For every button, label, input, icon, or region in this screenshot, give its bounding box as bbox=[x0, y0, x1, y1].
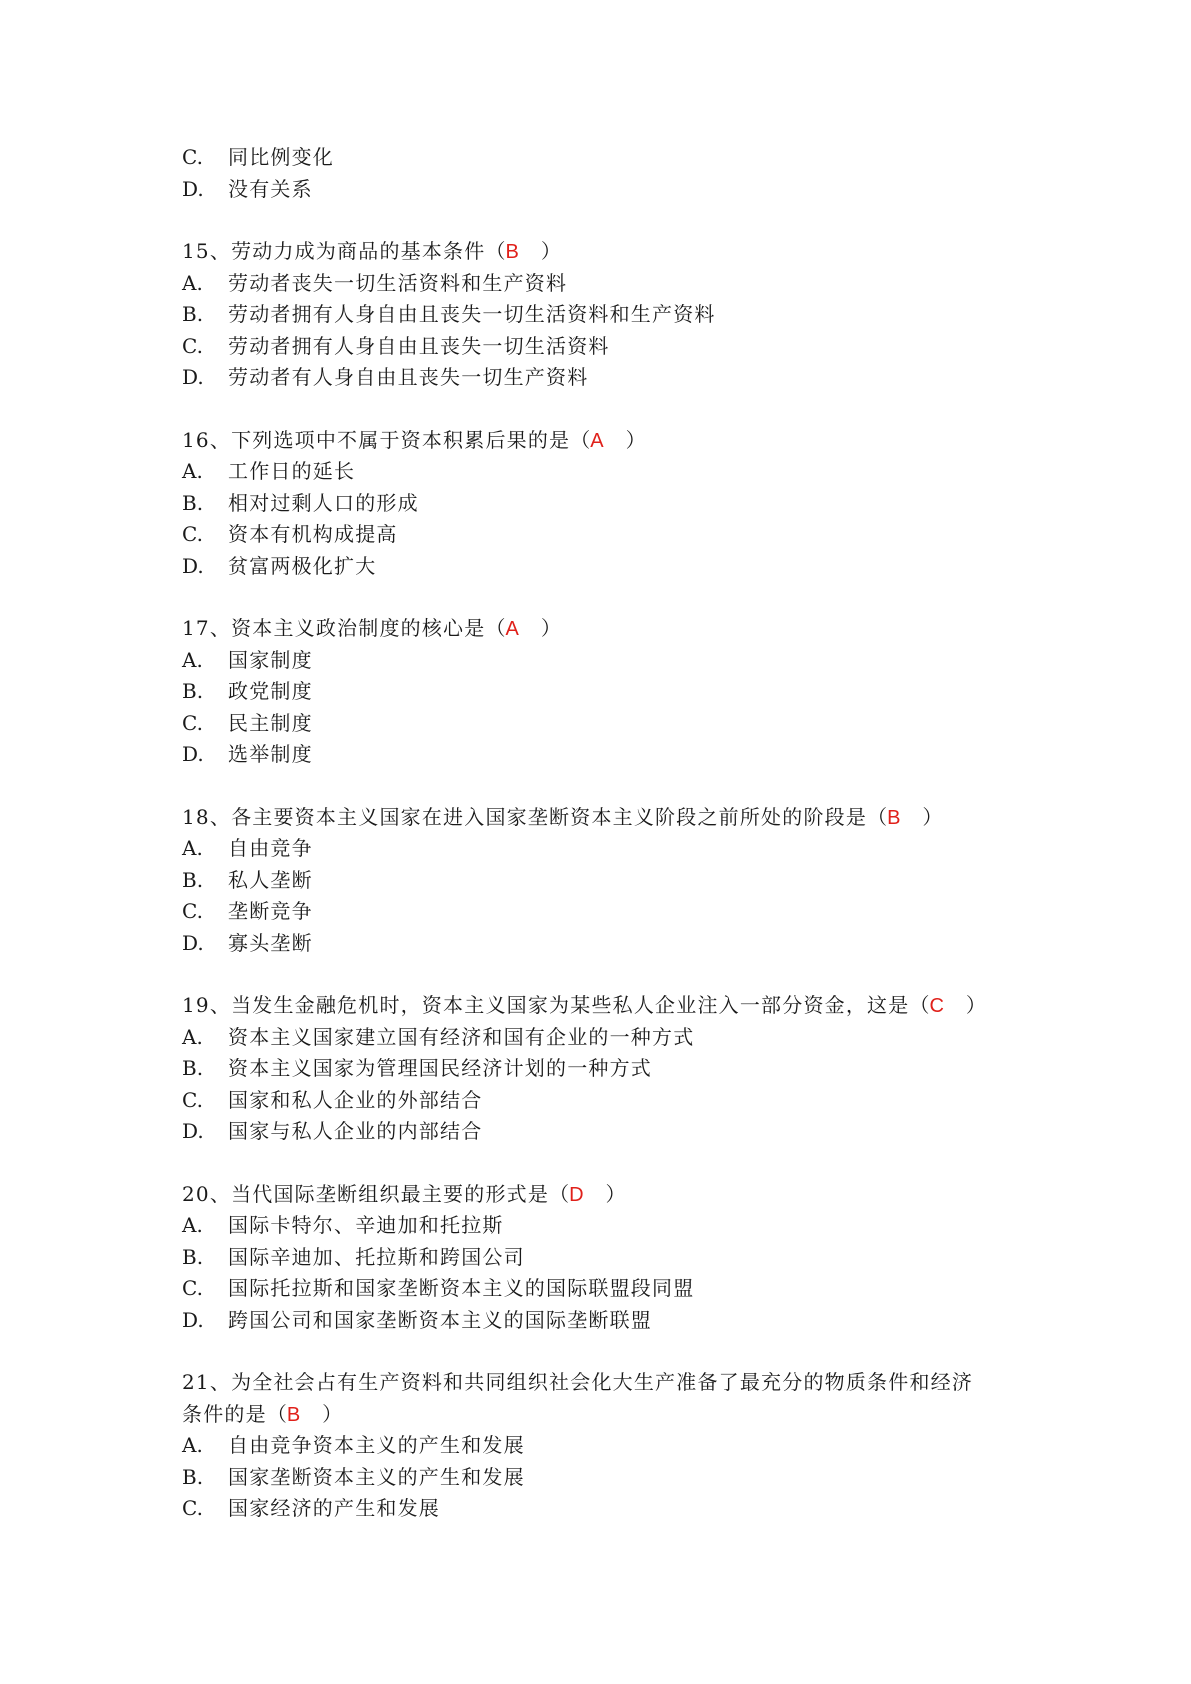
option-line bbox=[182, 1273, 1052, 1305]
option-text: 跨国公司和国家垄断资本主义的国际垄断联盟 bbox=[228, 1307, 652, 1332]
paren-close: ） bbox=[605, 1181, 626, 1206]
question-text: 各主要资本主义国家在进入国家垄断资本主义阶段之前所处的阶段是 bbox=[231, 804, 868, 829]
option-letter: B. bbox=[182, 679, 204, 703]
option-line bbox=[182, 1242, 1052, 1274]
option-text: 垄断竞争 bbox=[228, 899, 313, 923]
option-line bbox=[182, 299, 1052, 331]
paren-open: （ bbox=[549, 1181, 570, 1206]
option-line bbox=[182, 676, 1052, 708]
option-letter: C. bbox=[182, 899, 203, 923]
option-letter: A. bbox=[182, 647, 203, 672]
question-text: 下列选项中不属于资本积累后果的是 bbox=[231, 427, 571, 452]
option-letter: B. bbox=[182, 302, 204, 326]
option-line bbox=[182, 1430, 1052, 1462]
paren-open: （ bbox=[485, 239, 506, 263]
document-content bbox=[182, 142, 1052, 1525]
option-text: 选举制度 bbox=[228, 742, 313, 766]
option-letter: D. bbox=[182, 1307, 204, 1332]
option-line bbox=[182, 551, 1052, 583]
option-letter: B. bbox=[182, 867, 204, 892]
option-line bbox=[182, 833, 1052, 865]
option-text: 国家垄断资本主义的产生和发展 bbox=[228, 1464, 525, 1489]
option-letter: C. bbox=[182, 1276, 203, 1300]
option-letter: C. bbox=[182, 333, 203, 358]
option-line bbox=[182, 1053, 1052, 1085]
question-21 bbox=[182, 1367, 1052, 1525]
question-text: 劳动力成为商品的基本条件 bbox=[231, 239, 486, 263]
option-text: 自由竞争资本主义的产生和发展 bbox=[228, 1433, 525, 1457]
paren-close: ） bbox=[625, 427, 646, 452]
paren-close: ） bbox=[540, 616, 561, 640]
paren-open: （ bbox=[867, 804, 888, 829]
option-letter: C. bbox=[182, 1087, 203, 1112]
option-letter: D. bbox=[182, 742, 204, 766]
question-text: 为全社会占有生产资料和共同组织社会化大生产准备了最充分的物质条件和经济 bbox=[231, 1370, 974, 1394]
question-number: 18、 bbox=[182, 804, 232, 829]
question-20 bbox=[182, 1179, 1052, 1337]
option-letter: A. bbox=[182, 836, 203, 860]
option-text: 没有关系 bbox=[228, 176, 313, 201]
option-text: 民主制度 bbox=[228, 710, 313, 735]
option-text: 劳动者拥有人身自由且丧失一切生活资料和生产资料 bbox=[228, 302, 716, 326]
option-line bbox=[182, 708, 1052, 740]
option-text: 劳动者丧失一切生活资料和生产资料 bbox=[228, 270, 568, 295]
option-letter: C. bbox=[182, 145, 203, 169]
option-text: 国家和私人企业的外部结合 bbox=[228, 1087, 483, 1112]
option-letter: A. bbox=[182, 270, 203, 295]
option-line bbox=[182, 456, 1052, 488]
question-19 bbox=[182, 990, 1052, 1148]
paren-open: （ bbox=[485, 616, 506, 640]
option-text: 同比例变化 bbox=[228, 145, 334, 169]
option-line bbox=[182, 1493, 1052, 1525]
option-line bbox=[182, 1022, 1052, 1054]
option-letter: D. bbox=[182, 1119, 204, 1143]
option-text: 贫富两极化扩大 bbox=[228, 553, 377, 578]
question-15 bbox=[182, 236, 1052, 394]
option-line bbox=[182, 1305, 1052, 1337]
option-line bbox=[182, 488, 1052, 520]
option-line bbox=[182, 739, 1052, 771]
option-letter: D. bbox=[182, 176, 204, 201]
answer-mark: C bbox=[929, 995, 944, 1017]
option-letter: A. bbox=[182, 1433, 203, 1457]
option-letter: C. bbox=[182, 1496, 203, 1520]
question-number: 19、 bbox=[182, 993, 232, 1017]
option-line bbox=[182, 268, 1052, 300]
option-letter: D. bbox=[182, 365, 204, 389]
paren-close: ） bbox=[322, 1401, 343, 1426]
question-stem bbox=[182, 802, 1052, 834]
question-number: 15、 bbox=[182, 239, 232, 263]
option-line bbox=[182, 1210, 1052, 1242]
option-text: 寡头垄断 bbox=[228, 930, 313, 955]
option-text: 劳动者有人身自由且丧失一切生产资料 bbox=[228, 365, 589, 389]
option-letter: C. bbox=[182, 522, 203, 546]
option-line bbox=[182, 174, 1052, 206]
question-16 bbox=[182, 425, 1052, 583]
option-text: 政党制度 bbox=[228, 679, 313, 703]
paren-open: （ bbox=[909, 993, 930, 1017]
option-text: 资本有机构成提高 bbox=[228, 522, 398, 546]
question-text: 当发生金融危机时，资本主义国家为某些私人企业注入一部分资金，这是 bbox=[231, 993, 910, 1017]
option-line bbox=[182, 1116, 1052, 1148]
answer-mark: B bbox=[286, 1403, 301, 1426]
option-line bbox=[182, 1462, 1052, 1494]
answer-mark: D bbox=[569, 1183, 584, 1206]
question-text: 资本主义政治制度的核心是 bbox=[231, 616, 486, 640]
option-text: 自由竞争 bbox=[228, 836, 313, 860]
question-stem bbox=[182, 613, 1052, 645]
option-line bbox=[182, 865, 1052, 897]
question-stem bbox=[182, 236, 1052, 268]
option-line bbox=[182, 896, 1052, 928]
answer-mark: B bbox=[505, 241, 519, 263]
paren-close: ） bbox=[965, 993, 986, 1017]
option-line bbox=[182, 928, 1052, 960]
question-stem bbox=[182, 990, 1052, 1022]
option-letter: A. bbox=[182, 1024, 203, 1049]
question-text: 当代国际垄断组织最主要的形式是 bbox=[231, 1181, 550, 1206]
question-18 bbox=[182, 802, 1052, 960]
question-stem bbox=[182, 1179, 1052, 1211]
answer-mark: B bbox=[887, 806, 901, 829]
option-text: 国家与私人企业的内部结合 bbox=[228, 1119, 483, 1143]
option-text: 国家经济的产生和发展 bbox=[228, 1496, 440, 1520]
option-text: 国家制度 bbox=[228, 647, 313, 672]
carryover-options bbox=[182, 142, 1052, 205]
option-letter: D. bbox=[182, 930, 204, 955]
option-text: 劳动者拥有人身自由且丧失一切生活资料 bbox=[228, 333, 610, 358]
paren-open: （ bbox=[266, 1401, 287, 1426]
question-stem-continued bbox=[182, 1399, 1052, 1431]
option-letter: A. bbox=[182, 459, 203, 483]
option-line bbox=[182, 142, 1052, 174]
question-stem bbox=[182, 1367, 1052, 1399]
option-text: 国际辛迪加、托拉斯和跨国公司 bbox=[228, 1244, 525, 1269]
option-text: 私人垄断 bbox=[228, 867, 313, 892]
question-number: 20、 bbox=[182, 1181, 232, 1206]
option-line bbox=[182, 519, 1052, 551]
question-number: 16、 bbox=[182, 427, 232, 452]
question-number: 21、 bbox=[182, 1370, 232, 1394]
option-letter: B. bbox=[182, 1244, 204, 1269]
option-text: 资本主义国家建立国有经济和国有企业的一种方式 bbox=[228, 1024, 695, 1049]
option-letter: B. bbox=[182, 490, 204, 515]
option-text: 相对过剩人口的形成 bbox=[228, 490, 419, 515]
option-letter: C. bbox=[182, 710, 203, 735]
option-letter: B. bbox=[182, 1056, 204, 1080]
paren-open: （ bbox=[570, 427, 591, 452]
option-line bbox=[182, 1085, 1052, 1117]
paren-close: ） bbox=[922, 804, 943, 829]
question-number: 17、 bbox=[182, 616, 232, 640]
option-letter: B. bbox=[182, 1464, 204, 1489]
question-text-continued: 条件的是 bbox=[182, 1401, 267, 1426]
question-stem bbox=[182, 425, 1052, 457]
option-line bbox=[182, 331, 1052, 363]
option-text: 国际卡特尔、辛迪加和托拉斯 bbox=[228, 1213, 504, 1237]
option-line bbox=[182, 362, 1052, 394]
question-17 bbox=[182, 613, 1052, 771]
option-line bbox=[182, 645, 1052, 677]
option-text: 国际托拉斯和国家垄断资本主义的国际联盟段同盟 bbox=[228, 1276, 695, 1300]
answer-mark: A bbox=[590, 429, 604, 452]
option-letter: D. bbox=[182, 553, 204, 578]
answer-mark: A bbox=[505, 618, 519, 640]
option-text: 工作日的延长 bbox=[228, 459, 356, 483]
paren-close: ） bbox=[540, 239, 561, 263]
option-text: 资本主义国家为管理国民经济计划的一种方式 bbox=[228, 1056, 652, 1080]
option-letter: A. bbox=[182, 1213, 203, 1237]
